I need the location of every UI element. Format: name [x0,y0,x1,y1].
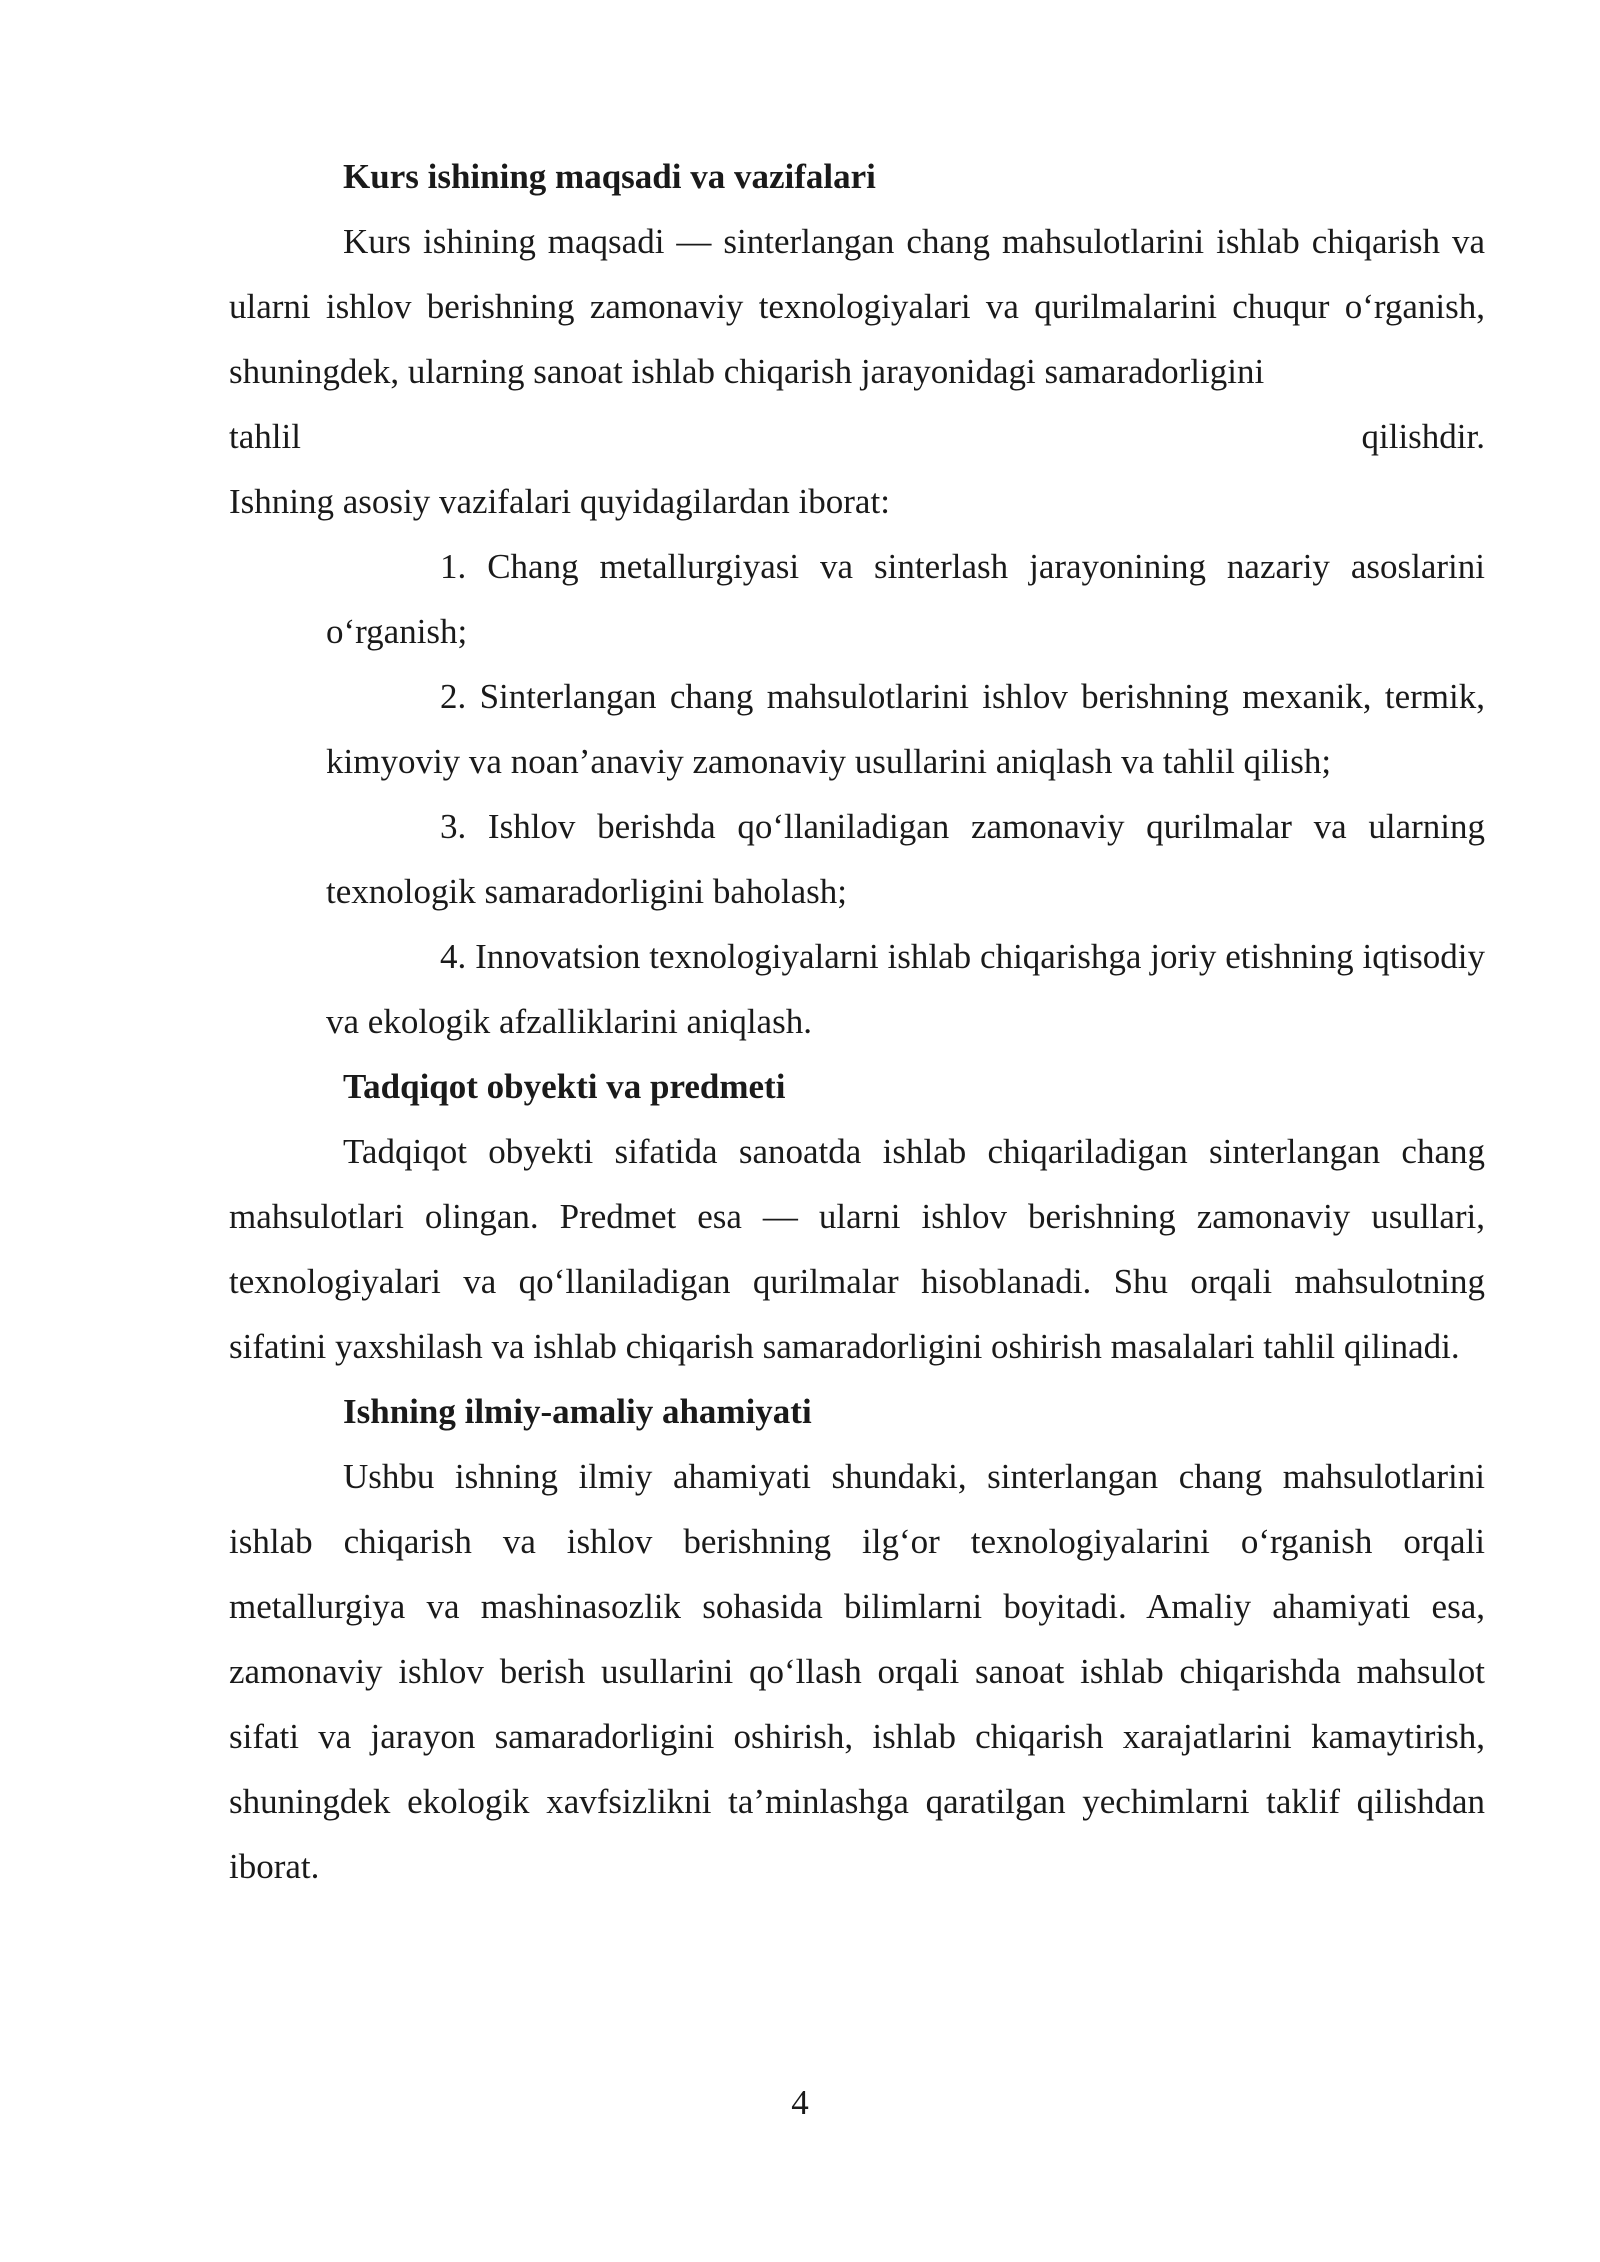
task-list-item: 3. Ishlov berishda qo‘llaniladigan zamonaviy qurilmalar va ularning texnologik samaradorligini baholash; [326,807,1485,911]
task-list-item: 4. Innovatsion texnologiyalarni ishlab chiqarishga joriy etishning iqtisodiy va ekologik afzalliklarini aniqlash. [326,937,1485,1041]
task-list-item: 1. Chang metallurgiyasi va sinterlash jarayonining nazariy asoslarini o‘rganish; [326,547,1485,651]
task-list-item: 2. Sinterlangan chang mahsulotlarini ishlov berishning mexanik, termik, kimyoviy va noan’anaviy zamonaviy usullarini aniqlash va tahlil qilish; [326,677,1485,781]
section-heading-significance: Ishning ilmiy-amaliy ahamiyati [343,1392,812,1431]
goals-paragraph-last-line [229,404,1485,469]
tasks-intro: Ishning asosiy vazifalari quyidagilardan iborat: [229,482,890,521]
page-number: 4 [791,2083,809,2122]
object-paragraph: Tadqiqot obyekti sifatida sanoatda ishlab chiqariladigan sinterlangan chang mahsulotlari olingan. Predmet esa — ularni ishlov berishning zamonaviy usullari, texnologiyalari va qo‘llaniladigan qurilmalar hisoblanadi. Shu orqali mahsulotning sifatini yaxshilash va ishlab chiqarish samaradorligini oshirish masalalari tahlil qilinadi. [229,1132,1485,1366]
section-heading-object: Tadqiqot obyekti va predmeti [343,1067,786,1106]
section-heading-goals: Kurs ishining maqsadi va vazifalari [343,157,876,196]
goals-paragraph: Kurs ishining maqsadi — sinterlangan chang mahsulotlarini ishlab chiqarish va ularni ishlov berishning zamonaviy texnologiyalari va qurilmalarini chuqur o‘rganish, shuningdek, ularning sanoat ishlab chiqarish jarayonidagi samaradorligini [229,222,1485,391]
goals-last-line-right: qilishdir. [1361,417,1485,456]
page-content [229,144,1485,1899]
goals-last-line-left: tahlil [229,417,301,456]
significance-paragraph: Ushbu ishning ilmiy ahamiyati shundaki, sinterlangan chang mahsulotlarini ishlab chiqarish va ishlov berishning ilg‘or texnologiyalarini o‘rganish orqali metallurgiya va mashinasozlik sohasida bilimlarni boyitadi. Amaliy ahamiyati esa, zamonaviy ishlov berish usullarini qo‘llash orqali sanoat ishlab chiqarishda mahsulot sifati va jarayon samaradorligini oshirish, ishlab chiqarish xarajatlarini kamaytirish, shuningdek ekologik xavfsizlikni ta’minlashga qaratilgan yechimlarni taklif qilishdan iborat. [229,1457,1485,1886]
